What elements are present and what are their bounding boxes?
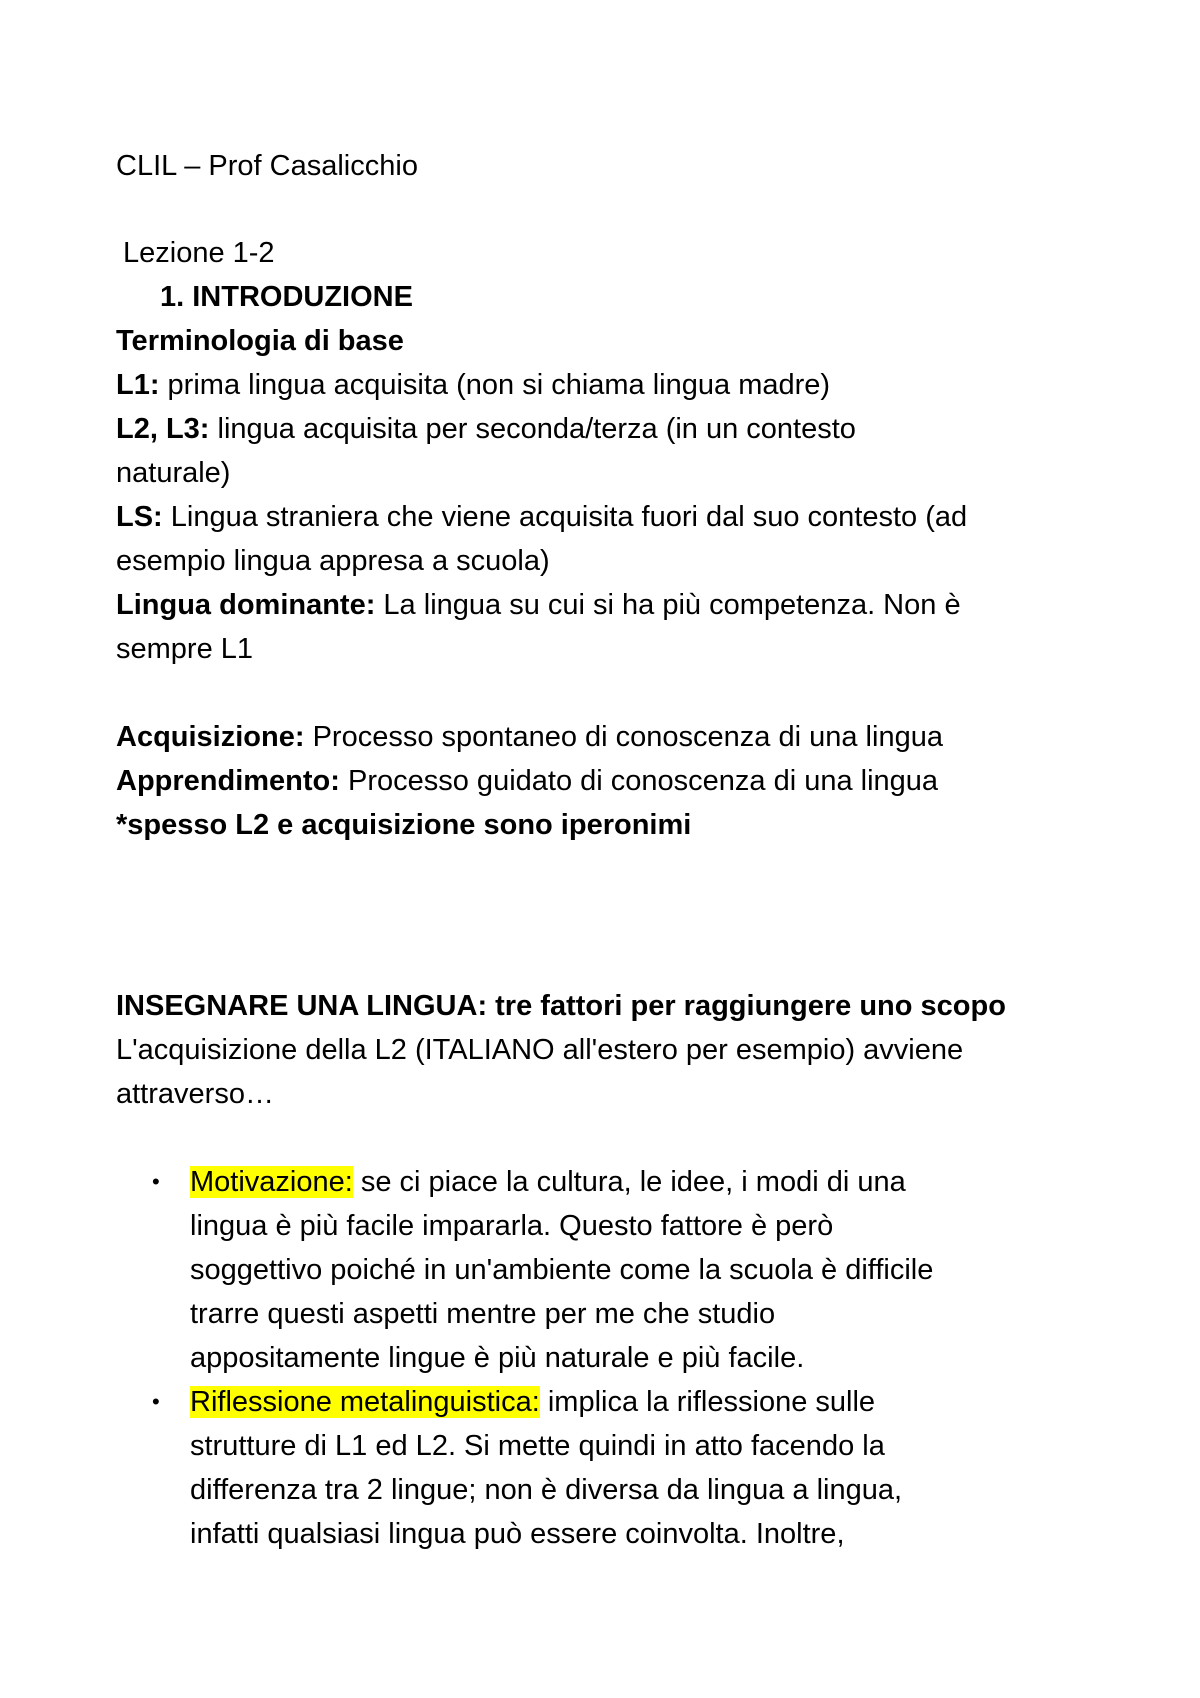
teaching-heading: INSEGNARE UNA LINGUA: tre fattori per raggiungere uno scopo xyxy=(116,990,1006,1022)
factor-motivazione xyxy=(190,1160,906,1204)
term-row-l2-l3 xyxy=(116,407,856,451)
term-row-ls xyxy=(116,495,967,539)
lesson-label: Lezione 1-2 xyxy=(123,237,275,269)
factor-text-line: infatti qualsiasi lingua può essere coinvolta. Inoltre, xyxy=(190,1518,845,1550)
term-label: LS: xyxy=(116,501,163,533)
teaching-intro-line: attraverso… xyxy=(116,1078,274,1110)
term-definition: Lingua straniera che viene acquisita fuori dal suo contesto (ad xyxy=(162,501,968,533)
term-definition: Processo spontaneo di conoscenza di una lingua xyxy=(304,721,943,753)
term-label: L1: xyxy=(116,369,160,401)
section-heading: 1. INTRODUZIONE xyxy=(160,281,413,313)
term-definition: lingua acquisita per seconda/terza (in un contesto xyxy=(209,413,856,445)
term-label: Apprendimento: xyxy=(116,765,340,797)
factor-text-line: strutture di L1 ed L2. Si mette quindi in atto facendo la xyxy=(190,1430,885,1462)
term-label: L2, L3: xyxy=(116,413,210,445)
factor-text: se ci piace la cultura, le idee, i modi di una xyxy=(352,1166,906,1198)
note-iperonimi: *spesso L2 e acquisizione sono iperonimi xyxy=(116,809,692,841)
factor-text-line: appositamente lingue è più naturale e più facile. xyxy=(190,1342,805,1374)
term-definition-continued: esempio lingua appresa a scuola) xyxy=(116,545,550,577)
factor-label-highlight: Motivazione: xyxy=(190,1166,353,1198)
term-definition-continued: sempre L1 xyxy=(116,633,254,665)
bullet-icon: • xyxy=(152,1389,160,1414)
factor-text-line: differenza tra 2 lingue; non è diversa da lingua a lingua, xyxy=(190,1474,903,1506)
term-row-l1 xyxy=(116,363,830,407)
subsection-heading: Terminologia di base xyxy=(116,325,404,357)
term-label: Lingua dominante: xyxy=(116,589,376,621)
teaching-intro-line: L'acquisizione della L2 (ITALIANO all'estero per esempio) avviene xyxy=(116,1034,964,1066)
factor-text-line: soggettivo poiché in un'ambiente come la scuola è difficile xyxy=(190,1254,934,1286)
term-row-apprendimento xyxy=(116,759,938,803)
term-row-lingua-dominante xyxy=(116,583,961,627)
term-definition-continued: naturale) xyxy=(116,457,231,489)
term-definition: La lingua su cui si ha più competenza. Non è xyxy=(375,589,961,621)
factor-text-line: lingua è più facile impararla. Questo fattore è però xyxy=(190,1210,834,1242)
term-row-acquisizione xyxy=(116,715,943,759)
factor-riflessione-metalinguistica xyxy=(190,1380,875,1424)
bullet-icon: • xyxy=(152,1169,160,1194)
factor-label-highlight: Riflessione metalinguistica: xyxy=(190,1386,540,1418)
factor-text: implica la riflessione sulle xyxy=(539,1386,876,1418)
factor-text-line: trarre questi aspetti mentre per me che studio xyxy=(190,1298,776,1330)
term-label: Acquisizione: xyxy=(116,721,305,753)
term-definition: Processo guidato di conoscenza di una lingua xyxy=(339,765,939,797)
term-definition: prima lingua acquisita (non si chiama lingua madre) xyxy=(159,369,831,401)
document-title: CLIL – Prof Casalicchio xyxy=(116,150,418,182)
